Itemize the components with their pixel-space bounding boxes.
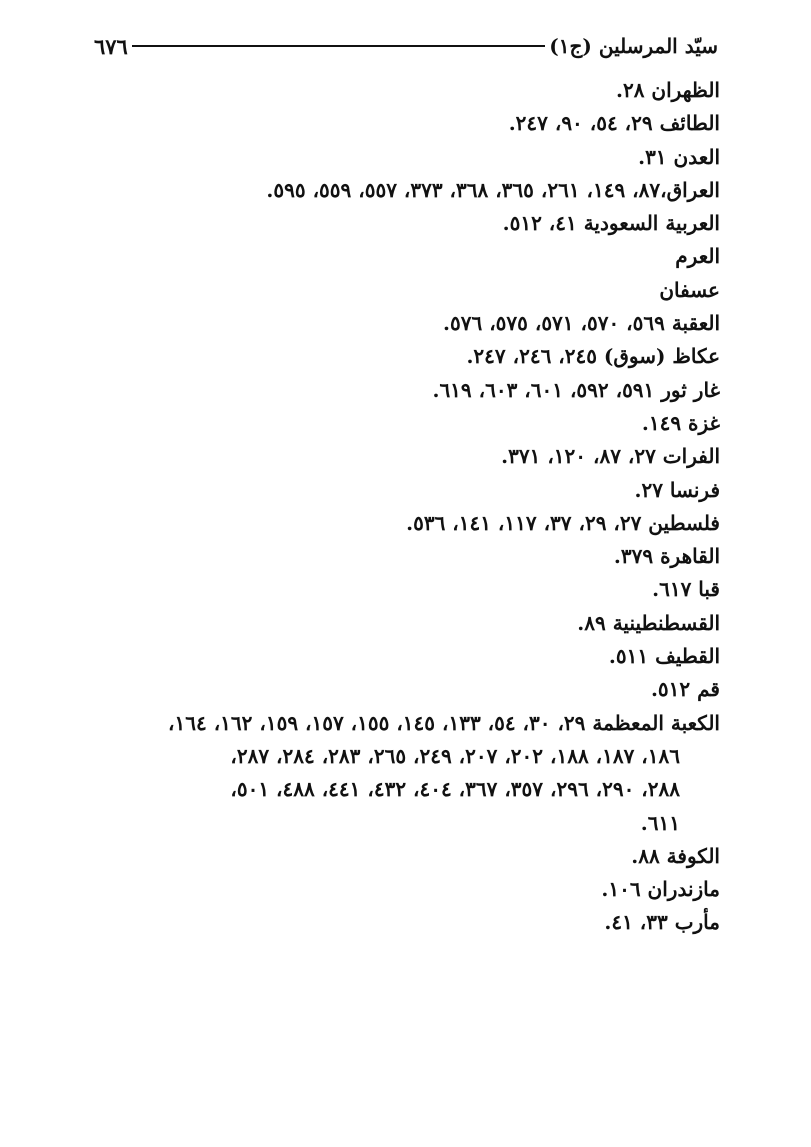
index-entry: القاهرة ٣٧٩. [613,544,720,569]
header-rule [132,45,545,47]
running-title: سيّد المرسلين (ج١) [549,34,718,58]
index-entry: العدن ٣١. [638,144,720,169]
index-entry: مأرب ٣٣، ٤١. [604,910,720,935]
index-entry-continuation: ٢٨٨، ٢٩٠، ٢٩٦، ٣٥٧، ٣٦٧، ٤٠٤، ٤٣٢، ٤٤١، ٤٨٨، ٥٠١، [230,777,680,802]
index-entry: قبا ٦١٧. [652,577,720,602]
index-entry: مازندران ١٠٦. [601,877,720,902]
index-entry: العربية السعودية ٤١، ٥١٢. [502,211,720,236]
index-entry: غزة ١٤٩. [641,410,720,435]
index-entry: عكاظ (سوق) ٢٤٥، ٢٤٦، ٢٤٧. [466,344,720,369]
index-entry: فرنسا ٢٧. [634,477,720,502]
place-index-list [70,74,720,940]
index-entry: الكعبة المعظمة ٢٩، ٣٠، ٥٤، ١٣٣، ١٤٥، ١٥٥، ١٥٧، ١٥٩، ١٦٢، ١٦٤، [168,710,720,735]
index-entry: العقبة ٥٦٩، ٥٧٠، ٥٧١، ٥٧٥، ٥٧٦. [443,311,720,336]
index-entry: غار ثور ٥٩١، ٥٩٢، ٦٠١، ٦٠٣، ٦١٩. [432,377,720,402]
index-entry: عسفان [659,277,720,302]
index-entry-continuation: ١٨٦، ١٨٧، ١٨٨، ٢٠٢، ٢٠٧، ٢٤٩، ٢٦٥، ٢٨٣، ٢٨٤، ٢٨٧، [230,743,680,768]
index-entry: الطائف ٢٩، ٥٤، ٩٠، ٢٤٧. [508,111,720,136]
index-entry: القسطنطينية ٨٩. [577,610,720,635]
index-entry: العرم [675,244,720,269]
index-entry: الكوفة ٨٨. [631,843,720,868]
index-entry: الظهران ٢٨. [616,78,720,102]
index-entry: فلسطين ٢٧، ٢٩، ٣٧، ١١٧، ١٤١، ٥٣٦. [406,510,720,535]
index-entry-continuation: ٦١١. [640,810,680,835]
index-entry: قم ٥١٢. [650,677,720,702]
index-entry: العراق،٨٧، ١٤٩، ٢٦١، ٣٦٥، ٣٦٨، ٣٧٣، ٥٥٧، ٥٥٩، ٥٩٥. [266,177,720,202]
page-header [82,26,728,66]
index-entry: الفرات ٢٧، ٨٧، ١٢٠، ٣٧١. [501,444,720,469]
page-number: ٦٧٦ [94,33,128,59]
index-entry: القطيف ٥١١. [608,644,720,669]
